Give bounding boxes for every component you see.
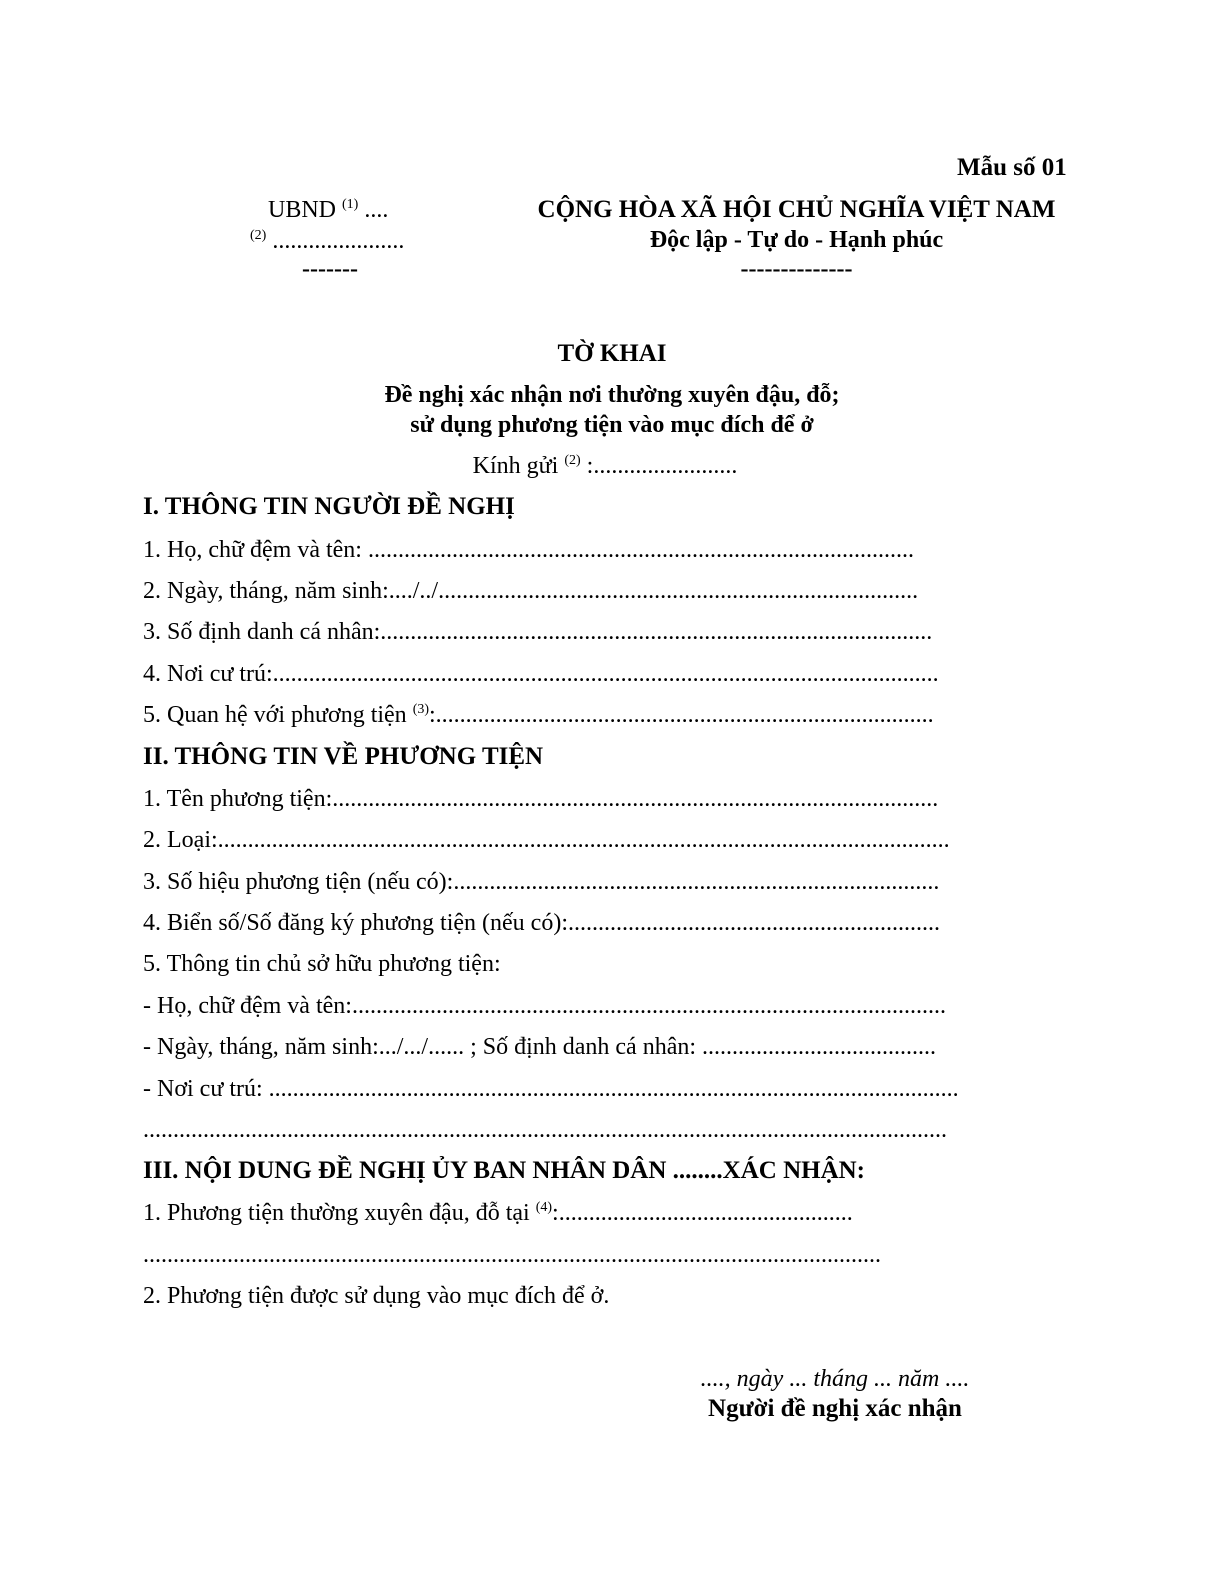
header-left-divider: ------- — [302, 256, 358, 282]
s3-parking-location-label: 1. Phương tiện thường xuyên đậu, đỗ tại — [143, 1200, 530, 1226]
s1-vehicle-relation-field[interactable] — [143, 702, 934, 729]
signer-title: Người đề nghị xác nhận — [708, 1395, 962, 1422]
ubnd-footnote-ref: (1) — [342, 197, 359, 212]
s1-residence-field[interactable]: 4. Nơi cư trú:............................................................................................................... — [143, 661, 939, 687]
s2-registration-field[interactable]: 4. Biển số/Số đăng ký phương tiện (nếu có):.............................................................. — [143, 910, 940, 936]
unit-dots: ...................... — [272, 228, 405, 254]
s1-full-name-field[interactable]: 1. Họ, chữ đệm và tên: ........................................................................................... — [143, 537, 914, 563]
s3-parking-location-field[interactable] — [143, 1200, 853, 1227]
ubnd-label: UBND — [268, 197, 337, 223]
recipient-field[interactable]: :........................ — [586, 453, 738, 479]
header-right-divider: -------------- — [740, 256, 853, 282]
s2-vehicle-type-field[interactable]: 2. Loại:.......................................................................................................................... — [143, 827, 950, 853]
s1-birth-date-field[interactable]: 2. Ngày, tháng, năm sinh:..../../................................................................................ — [143, 578, 919, 604]
national-motto: Độc lập - Tự do - Hạnh phúc — [649, 227, 944, 253]
header-ubnd — [268, 197, 388, 224]
s1-personal-id-field[interactable]: 3. Số định danh cá nhân:............................................................................................ — [143, 619, 933, 645]
s2-owner-residence-continued[interactable]: ...................................................................................................................................... — [143, 1117, 947, 1143]
unit-footnote-ref: (2) — [250, 228, 267, 243]
form-number: Mẫu số 01 — [957, 154, 1067, 181]
document-subtitle-line-2: sử dụng phương tiện vào mục đích để ở — [410, 412, 814, 438]
recipient-label: Kính gửi — [472, 453, 559, 479]
section-2-heading: II. THÔNG TIN VỀ PHƯƠNG TIỆN — [143, 743, 544, 770]
s2-owner-name-field[interactable]: - Họ, chữ đệm và tên:................................................................................................... — [143, 993, 946, 1019]
s1-vehicle-relation-label: 5. Quan hệ với phương tiện — [143, 702, 407, 728]
s3-parking-location-footnote-ref: (4) — [535, 1200, 553, 1215]
s2-owner-residence-field[interactable]: - Nơi cư trú: ................................................................................................................... — [143, 1076, 959, 1102]
ubnd-dots: .... — [364, 197, 389, 223]
country-name: CỘNG HÒA XÃ HỘI CHỦ NGHĨA VIỆT NAM — [537, 196, 1056, 223]
s3-residential-use-statement: 2. Phương tiện được sử dụng vào mục đích để ở. — [143, 1283, 610, 1309]
header-unit — [250, 228, 404, 255]
s2-owner-birth-id-field[interactable]: - Ngày, tháng, năm sinh:.../.../...... ; Số định danh cá nhân: ....................................... — [143, 1034, 937, 1060]
recipient-footnote-ref: (2) — [564, 453, 581, 468]
document-subtitle-line-1: Đề nghị xác nhận nơi thường xuyên đậu, đỗ; — [384, 382, 840, 408]
s2-vehicle-name-field[interactable]: 1. Tên phương tiện:..................................................................................................... — [143, 786, 939, 812]
s3-parking-location-dots: :................................................. — [552, 1200, 853, 1226]
s1-vehicle-relation-footnote-ref: (3) — [412, 702, 430, 717]
section-1-heading: I. THÔNG TIN NGƯỜI ĐỀ NGHỊ — [143, 493, 515, 520]
recipient-line — [0, 453, 1210, 480]
document-title: TỜ KHAI — [557, 340, 667, 367]
s2-owner-info-label: 5. Thông tin chủ sở hữu phương tiện: — [143, 951, 501, 977]
s2-vehicle-number-field[interactable]: 3. Số hiệu phương tiện (nếu có):................................................................................. — [143, 869, 940, 895]
s1-vehicle-relation-dots: :................................................................................... — [429, 702, 934, 728]
section-3-heading: III. NỘI DUNG ĐỀ NGHỊ ỦY BAN NHÂN DÂN ........XÁC NHẬN: — [143, 1157, 866, 1184]
signature-date: ...., ngày ... tháng ... năm .... — [700, 1366, 970, 1392]
s3-parking-location-continued[interactable]: ........................................................................................................................... — [143, 1242, 881, 1268]
